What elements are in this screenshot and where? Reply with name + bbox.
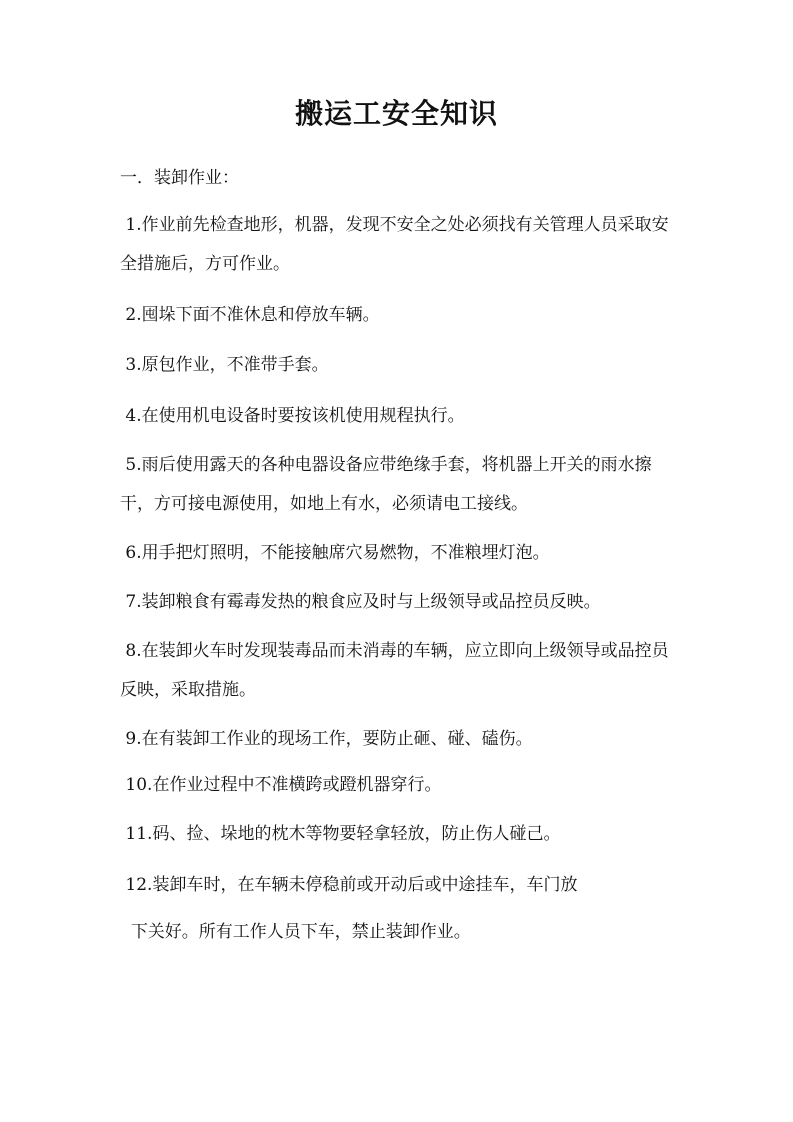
paragraph-12-continuation: 下关好。所有工作人员下车，禁止装卸作业。 [120, 922, 471, 942]
paragraph-9: 9.在有装卸工作业的现场工作，要防止砸、碰、磕伤。 [120, 729, 533, 749]
paragraph-10: 10.在作业过程中不准横跨或蹬机器穿行。 [120, 775, 442, 795]
paragraph-12: 12.装卸车时，在车辆未停稳前或开动后或中途挂车，车门放 [120, 875, 578, 895]
paragraph-8: 8.在装卸火车时发现装毒品而未消毒的车辆，应立即向上级领导或品控员反映，采取措施。 [120, 641, 669, 700]
paragraph-6: 6.用手把灯照明，不能接触席穴易燃物，不准粮埋灯泡。 [120, 543, 550, 563]
section-heading: 一．装卸作业： [120, 168, 239, 188]
paragraph-4: 4.在使用机电设备时要按该机使用规程执行。 [120, 406, 465, 426]
paragraph-11: 11.码、捡、垛地的枕木等物要轻拿轻放，防止伤人碰己。 [120, 824, 561, 844]
document-title: 搬运工安全知识 [294, 97, 498, 130]
paragraph-5: 5.雨后使用露天的各种电器设备应带绝缘手套，将机器上开关的雨水擦干，方可接电源使用，如地上有水，必须请电工接线。 [120, 455, 652, 514]
paragraph-2: 2.囤垛下面不准休息和停放车辆。 [120, 305, 380, 325]
paragraph-3: 3.原包作业，不准带手套。 [120, 355, 329, 375]
paragraph-1: 1.作业前先检查地形，机器，发现不安全之处必须找有关管理人员采取安全措施后，方可作业。 [120, 215, 669, 274]
paragraph-7: 7.装卸粮食有霉毒发热的粮食应及时与上级领导或品控员反映。 [120, 592, 601, 612]
